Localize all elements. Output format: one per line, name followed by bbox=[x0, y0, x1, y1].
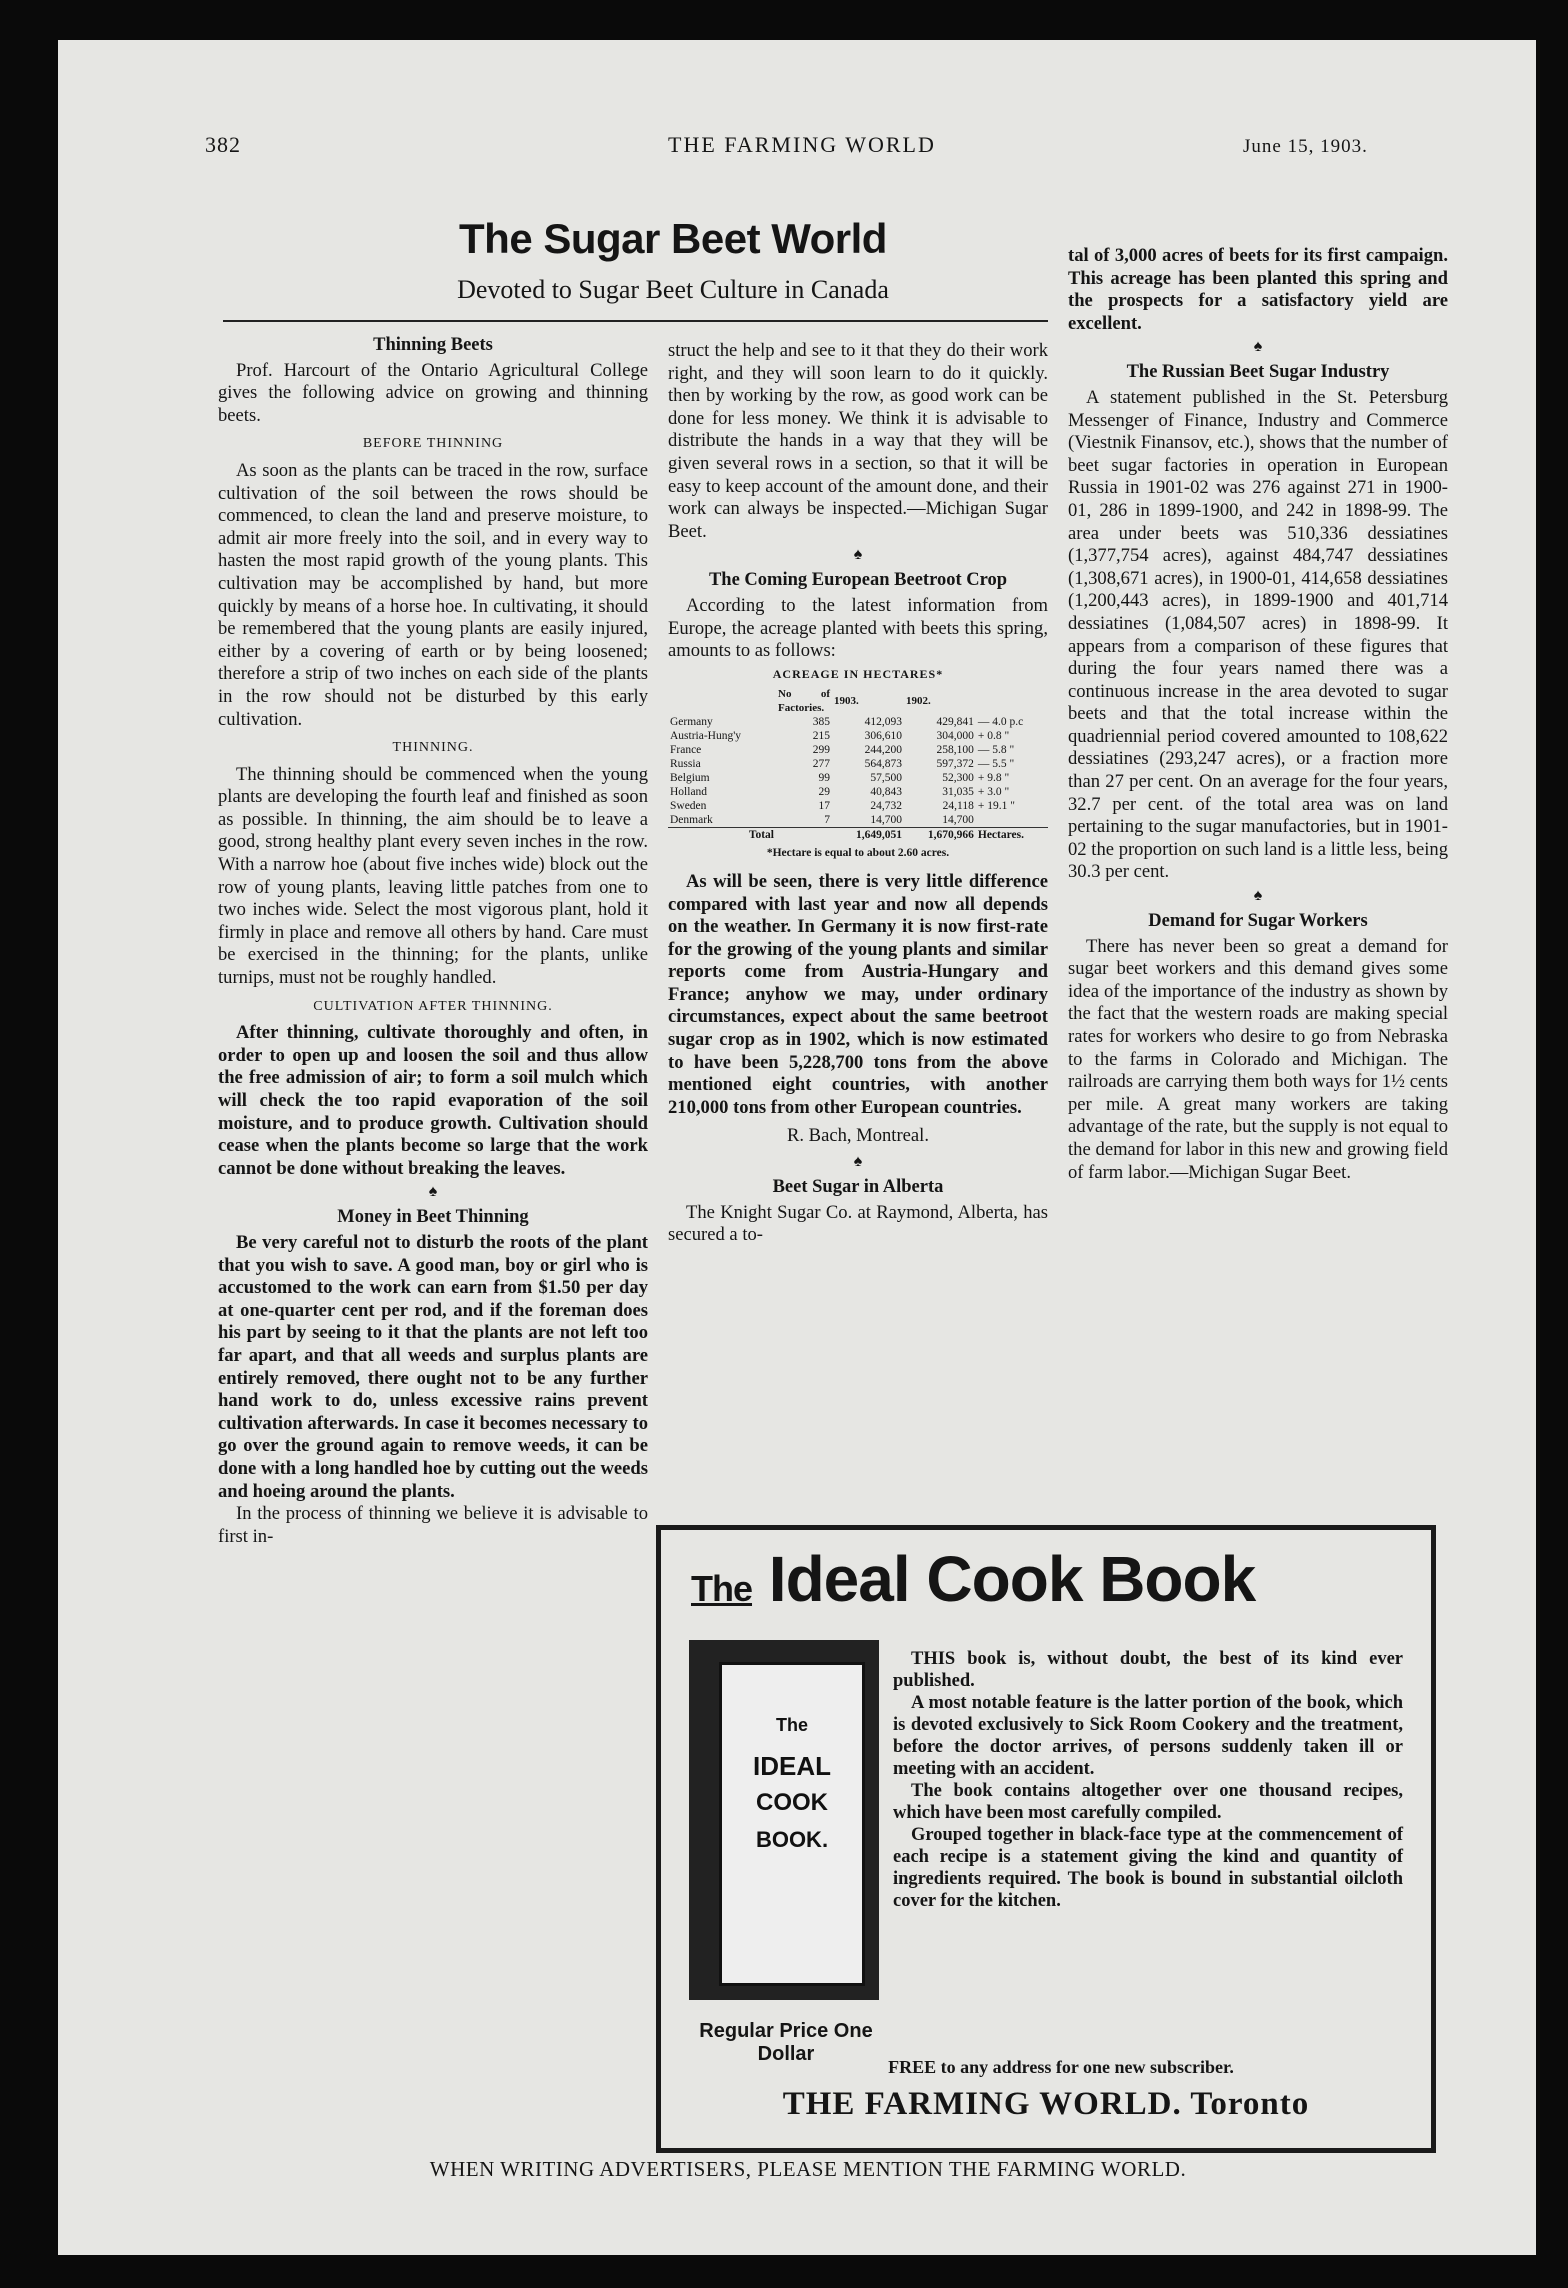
table-note: *Hectare is equal to about 2.60 acres. bbox=[766, 847, 950, 860]
table-cell: 1,649,051 bbox=[855, 829, 902, 842]
table-caption: ACREAGE IN HECTARES* bbox=[772, 666, 944, 681]
table-cell: Austria-Hung'y bbox=[670, 730, 742, 743]
table-cell: 52,300 bbox=[942, 772, 974, 785]
table-header: 1902. bbox=[905, 695, 931, 708]
table-cell: 24,118 bbox=[942, 800, 974, 813]
table-cell: — 4.0 p.c bbox=[977, 716, 1024, 729]
heading-coming-european-crop: The Coming European Beetroot Crop bbox=[708, 570, 1008, 591]
table-cell: 277 bbox=[812, 758, 830, 771]
table-cell: 1,670,966 bbox=[927, 829, 974, 842]
table-cell bbox=[976, 813, 1048, 828]
column-1 bbox=[218, 330, 648, 1548]
table-row bbox=[668, 799, 1048, 813]
paragraph-thinning: The thinning should be commenced when the young plants are developing the fourth leaf and finished as soon as possible. In thinning, the aim should be to leave a good, strong healthy plant every seven inches in the row. With a narrow hoe (about five inches wide) block out the row of young plants, leaving little patches from one to two inches wide. Select the most vigorous plant, hold it firmly in place and remove all others by hand. Care must be exercised in the thinning; for the plants, unlike turnips, must not be roughly handled. bbox=[218, 763, 648, 989]
table-cell: 17 bbox=[818, 800, 830, 813]
table-cell: 597,372 bbox=[936, 758, 974, 771]
subheading-cultivation-after: CULTIVATION AFTER THINNING. bbox=[313, 998, 553, 1014]
table-cell: + 0.8 " bbox=[977, 730, 1010, 743]
table-header-row bbox=[668, 687, 1048, 715]
ornament-icon: ♠ bbox=[1253, 887, 1263, 905]
table-cell: 244,200 bbox=[864, 744, 902, 757]
cook-book-advertisement bbox=[656, 1525, 1436, 2153]
table-header bbox=[976, 687, 1048, 715]
ad-paragraph: The book contains altogether over one thousand recipes, which have been most carefully compiled. bbox=[893, 1781, 1403, 1823]
cover-text-ideal: IDEAL bbox=[753, 1751, 831, 1781]
ad-offer: FREE to any address for one new subscriber. bbox=[888, 2057, 1234, 2077]
ornament-icon: ♠ bbox=[1253, 338, 1263, 356]
table-cell: 412,093 bbox=[864, 716, 902, 729]
table-cell: — 5.8 " bbox=[977, 744, 1015, 757]
signature: R. Bach, Montreal. bbox=[786, 1125, 929, 1147]
publication-name: THE FARMING WORLD bbox=[668, 132, 936, 157]
table-cell: 429,841 bbox=[936, 716, 974, 729]
ad-paragraph: Grouped together in black-face type at the commencement of each recipe is a statement giving the kind and quantity of ingredients required. The book is bound in substantial oilcloth cover for the kitchen. bbox=[893, 1825, 1403, 1911]
masthead-rule bbox=[223, 320, 1048, 322]
ad-title bbox=[691, 1542, 1411, 1616]
table-cell: 304,000 bbox=[936, 730, 974, 743]
subheading-thinning: THINNING. bbox=[392, 740, 474, 756]
table-cell: 564,873 bbox=[864, 758, 902, 771]
table-cell: 215 bbox=[812, 730, 830, 743]
ad-paragraph: THIS book is, without doubt, the best of its kind ever published. bbox=[893, 1649, 1403, 1691]
paragraph-alberta: The Knight Sugar Co. at Raymond, Alberta, has secured a to- bbox=[668, 1201, 1048, 1246]
cover-text-the: The bbox=[775, 1715, 808, 1735]
paragraph-money: Be very careful not to disturb the roots of the plant that you wish to save. A good man, boy or girl who is accustomed to the work can earn from $1.50 per day at one-quarter cent per rod, and if the foreman does his part by seeing to it that the plants are not left too far apart, and that all weeds and surplus plants are entirely removed, there ought not to be any further hand work to do, unless excessive rains prevent cultivation afterwards. In case it becomes necessary to go over the ground again to remove weeds, it can be done with a long handled hoe by cutting out the weeds and hoeing around the plants. bbox=[218, 1231, 648, 1502]
paragraph-coming: According to the latest information from Europe, the acreage planted with beets this spring, amounts to as follows: bbox=[668, 594, 1048, 662]
table-cell: — 5.5 " bbox=[977, 758, 1015, 771]
page-number: 382 bbox=[205, 132, 241, 157]
page-footer: WHEN WRITING ADVERTISERS, PLEASE MENTION THE FARMING WORLD. bbox=[429, 2157, 1187, 2181]
cover-text-book: BOOK. bbox=[755, 1827, 829, 1852]
table-total-row bbox=[668, 828, 1048, 843]
ad-price: Regular Price One Dollar bbox=[699, 2020, 873, 2065]
table-cell: Sweden bbox=[670, 800, 707, 813]
table-cell: Denmark bbox=[670, 814, 713, 827]
paragraph-continued: tal of 3,000 acres of beets for its first campaign. This acreage has been planted this spring and the prospects for a satisfactory yield are excellent. bbox=[1068, 245, 1448, 334]
column-3 bbox=[1068, 245, 1448, 1184]
intro-paragraph: Prof. Harcourt of the Ontario Agricultural College gives the following advice on growing and thinning beets. bbox=[218, 359, 648, 426]
ad-title-main: Ideal Cook Book bbox=[768, 1543, 1256, 1615]
table-cell: 14,700 bbox=[942, 814, 974, 827]
ornament-icon: ♠ bbox=[853, 1153, 863, 1171]
acreage-table bbox=[668, 687, 1048, 842]
table-cell: Total bbox=[748, 829, 774, 842]
ad-publisher: THE FARMING WORLD. Toronto bbox=[782, 2086, 1310, 2122]
table-cell: + 19.1 " bbox=[977, 800, 1015, 813]
newspaper-page bbox=[58, 40, 1536, 2255]
table-row bbox=[668, 743, 1048, 757]
table-cell: Russia bbox=[670, 758, 701, 771]
paragraph-as-will-be-seen: As will be seen, there is very little difference compared with last year and now all depends on the weather. In Germany it is now first-rate for the growing of the young plants and similar reports come from Austria-Hungary and France; anyhow we may, under ordinary circumstances, expect about the same beetroot sugar crop as in 1902, which is now estimated to have been 5,228,700 tons from the above mentioned eight countries, with another 210,000 tons from other European countries. bbox=[668, 870, 1048, 1118]
column-2 bbox=[668, 340, 1048, 1247]
ad-paragraph: A most notable feature is the latter portion of the book, which is devoted exclusively to Sick Room Cookery and the treatment, before the doctor arrives, of persons suddenly taken ill or meeting with an accident. bbox=[893, 1693, 1403, 1779]
table-row bbox=[668, 757, 1048, 771]
table-cell: Belgium bbox=[670, 772, 710, 785]
table-header: No of Factories. bbox=[778, 688, 830, 715]
table-cell: 7 bbox=[824, 814, 830, 827]
ornament-icon: ♠ bbox=[428, 1183, 438, 1201]
table-cell bbox=[776, 828, 832, 843]
table-row bbox=[668, 729, 1048, 743]
subheading-before-thinning: BEFORE THINNING bbox=[362, 436, 504, 452]
paragraph-money-continued: In the process of thinning we believe it is advisable to first in- bbox=[218, 1503, 648, 1547]
table-cell: 385 bbox=[812, 716, 830, 729]
table-cell: 57,500 bbox=[870, 772, 902, 785]
paragraph-russian: A statement published in the St. Petersburg Messenger of Finance, Industry and Commerce (Viestnik Finansov, etc.), shows that the number of beet sugar factories in operation in European Russia in 1901-02 was 276 against 271 in 1900-01, 286 in 1899-1900, and 242 in 1898-99. The area under beets was 510,336 dessiatines (1,377,754 acres), against 484,747 dessiatines (1,308,671 acres), in 1900-01, 414,658 dessiatines (1,200,443 acres), in 1899-1900 and 401,714 dessiatines (1,084,507 acres) in 1898-99. It appears from a comparison of these figures that during the four years named there was a continuous increase in the area devoted to sugar beets and that the total increase within the quadriennial period covered amounted to 108,622 dessiatines (293,247 acres), or a fraction more than 27 per cent. On an average for the four years, 32.7 per cent. of the total area was on land pertaining to the sugar manufactories, but in 1901-02 the proportion on such land is a little less, being 30.3 per cent. bbox=[1068, 386, 1448, 883]
ornament-icon: ♠ bbox=[853, 546, 863, 564]
paragraph-before-thinning: As soon as the plants can be traced in the row, surface cultivation of the soil between the rows should be commenced, to clean the land and preserve moisture, to admit air more freely into the soil, and in every way to hasten the most rapid growth of the young plants. This cultivation may be accomplished by hand, but more quickly by means of a horse hoe. In cultivating, it should be remembered that the young plants are easily injured, either by a covering of earth or by being loosened; therefore a strip of two inches on each side of the plants in the row should not be disturbed by this early cultivation. bbox=[218, 459, 648, 730]
masthead-title: The Sugar Beet World bbox=[459, 215, 887, 262]
table-cell: + 3.0 " bbox=[977, 786, 1010, 799]
masthead-subtitle: Devoted to Sugar Beet Culture in Canada bbox=[457, 275, 889, 304]
book-cover bbox=[719, 1662, 865, 1986]
table-row bbox=[668, 813, 1048, 828]
paragraph-demand: There has never been so great a demand for sugar beet workers and this demand gives some idea of the importance of the industry as shown by the fact that the western roads are making special rates for workers who desire to go from Nebraska to the farms in Colorado and Michigan. The railroads are carrying them both ways for 1½ cents per mile. A great many workers are taking advantage of the rate, but the supply is not equal to the demand for labor in this new and growing field of farm labor.—Michigan Sugar Beet. bbox=[1068, 935, 1448, 1183]
table-row bbox=[668, 771, 1048, 785]
table-cell: 299 bbox=[812, 744, 830, 757]
heading-beet-sugar-alberta: Beet Sugar in Alberta bbox=[772, 1177, 944, 1198]
table-cell: 31,035 bbox=[942, 786, 974, 799]
cover-text-cook: COOK bbox=[756, 1789, 828, 1816]
table-row bbox=[668, 715, 1048, 729]
heading-thinning-beets: Thinning Beets bbox=[373, 335, 493, 355]
table-cell: Holland bbox=[670, 786, 708, 799]
paragraph-cultivation-after: After thinning, cultivate thoroughly and often, in order to open up and loosen the soil and thus allow the free admission of air; to form a soil mulch which will check the too rapid evaporation of the soil moisture, and to produce growth. Cultivation should cease when the plants become so large that the work cannot be done without breaking the leaves. bbox=[218, 1022, 648, 1179]
table-cell: 24,732 bbox=[870, 800, 902, 813]
paragraph-continued: struct the help and see to it that they do their work right, and they will soon learn to do it quickly. then by working by the row, as good work can be done for less money. We think it is advisable to distribute the hands in a way that they will be given several rows in a section, so that it will be easy to keep account of the amount done, and their work can always be inspected.—Michigan Sugar Beet. bbox=[668, 340, 1048, 542]
heading-russian-beet-sugar: The Russian Beet Sugar Industry bbox=[1126, 362, 1390, 383]
table-cell: 40,843 bbox=[870, 786, 902, 799]
issue-date: June 15, 1903. bbox=[1243, 136, 1368, 157]
ad-body bbox=[893, 1648, 1403, 1912]
table-cell: 258,100 bbox=[936, 744, 974, 757]
table-cell: 14,700 bbox=[870, 814, 902, 827]
table-cell: 306,610 bbox=[864, 730, 902, 743]
table-cell: Germany bbox=[670, 716, 713, 729]
table-cell: France bbox=[670, 744, 702, 757]
heading-money-in-beet-thinning: Money in Beet Thinning bbox=[337, 1207, 529, 1228]
table-cell: Hectares. bbox=[977, 829, 1024, 842]
table-cell: + 9.8 " bbox=[977, 772, 1010, 785]
ad-title-the: The bbox=[691, 1568, 753, 1609]
table-cell: 99 bbox=[818, 772, 830, 785]
table-cell: 29 bbox=[818, 786, 830, 799]
heading-demand-sugar-workers: Demand for Sugar Workers bbox=[1148, 911, 1368, 932]
table-row bbox=[668, 785, 1048, 799]
table-header bbox=[668, 687, 776, 715]
book-illustration bbox=[689, 1640, 879, 2000]
table-header: 1903. bbox=[834, 695, 859, 708]
